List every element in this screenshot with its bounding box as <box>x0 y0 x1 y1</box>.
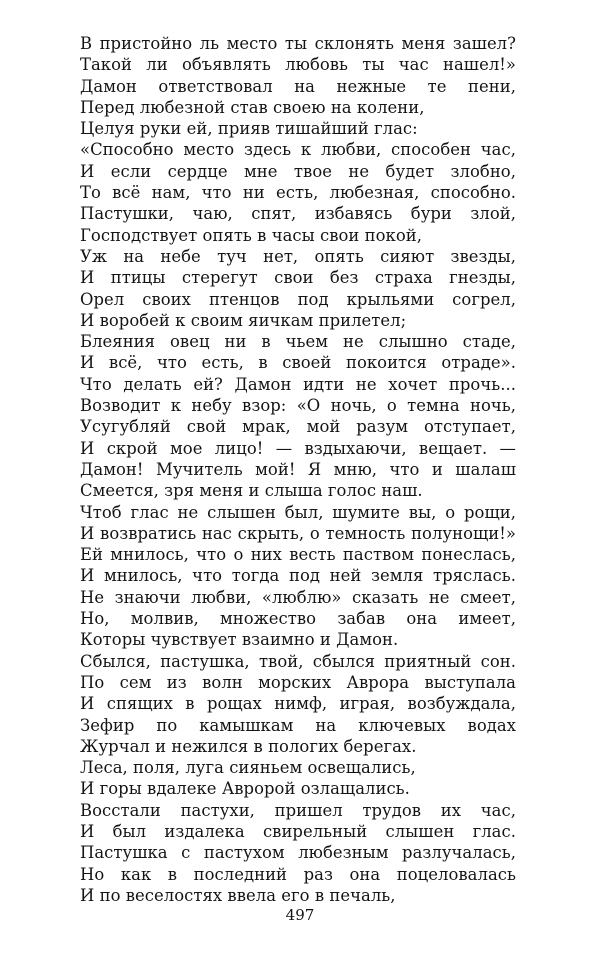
poem-line: Уж на небе туч нет, опять сияют звезды, <box>80 246 516 266</box>
poem-line: Леса, поля, луга сияньем освещались, <box>80 758 416 778</box>
poem-line: Восстали пастухи, пришел трудов их час, <box>80 800 516 820</box>
poem-line: «Способно место здесь к любви, способен час, <box>80 140 516 160</box>
poem-line: Перед любезной став своею на колени, <box>80 97 425 117</box>
poem-line: Зефир по камышкам на ключевых водах <box>80 715 516 735</box>
poem-line: Возводит к небу взор: «О ночь, о темна ночь, <box>80 396 516 416</box>
poem-line: Такой ли объявлять любовь ты час нашел!» <box>80 55 516 75</box>
poem-line: Не знаючи любви, «люблю» сказать не смеет, <box>80 587 516 607</box>
poem-line: Господствует опять в часы свои покой, <box>80 225 422 245</box>
poem-line: И скрой мое лицо! — вздыхаючи, вещает. — <box>80 438 516 458</box>
poem-line: И птицы стерегут свои без страха гнезды, <box>80 268 516 288</box>
poem-line: Усугубляй свой мрак, мой разум отступает, <box>80 417 516 437</box>
poem-line: И воробей к своим яичкам прилетел; <box>80 310 407 330</box>
poem-line: Пастушки, чаю, спят, избавясь бури злой, <box>80 204 516 224</box>
poem-line: Пастушка с пастухом любезным разлучалась, <box>80 843 516 863</box>
poem-line: Дамон! Мучитель мой! Я мню, что и шалаш <box>80 459 516 479</box>
poem-line: Что делать ей? Дамон идти не хочет прочь... <box>80 374 516 394</box>
poem-line: И возвратись нас скрыть, о темность полунощи!» <box>80 523 516 543</box>
poem-line: Которы чувствует взаимно и Дамон. <box>80 630 399 650</box>
poem-line: И был издалека свирельный слышен глас. <box>80 821 516 841</box>
poem-line: Смеется, зря меня и слыша голос наш. <box>80 481 423 501</box>
poem-line: И по веселостях ввела его в печаль, <box>80 885 396 905</box>
poem-line: И всё, что есть, в своей покоится отраде». <box>80 353 516 373</box>
poem-line: И горы вдалеке Авророй озлащались. <box>80 779 410 799</box>
page-number: 497 <box>285 906 315 924</box>
poem-line: Целуя руки ей, прияв тишайший глас: <box>80 119 418 139</box>
poem-line: То всё нам, что ни есть, любезная, способно. <box>80 183 516 203</box>
poem-line: Но как в последний раз она поцеловалась <box>80 864 516 884</box>
poem-text <box>80 33 550 906</box>
poem-line: Блеяния овец ни в чьем не слышно стаде, <box>80 332 516 352</box>
poem-line: Ей мнилось, что о них весть паством понеслась, <box>80 545 516 565</box>
poem-line: И спящих в рощах нимф, играя, возбуждала, <box>80 694 516 714</box>
poem-line: По сем из волн морских Аврора выступала <box>80 672 516 692</box>
poem-line: В пристойно ль место ты склонять меня зашел? <box>80 34 516 53</box>
poem-line: И если сердце мне твое не будет злобно, <box>80 161 516 181</box>
poem-line: Орел своих птенцов под крыльями согрел, <box>80 289 516 309</box>
poem-line: Сбылся, пастушка, твой, сбылся приятный сон. <box>80 651 516 671</box>
poem-line: Дамон ответствовал на нежные те пени, <box>80 76 516 96</box>
poem-line: Журчал и нежился в пологих берегах. <box>80 736 417 756</box>
poem-line: Чтоб глас не слышен был, шумите вы, о рощи, <box>80 502 516 522</box>
poem-line: И мнилось, что тогда под ней земля тряслась. <box>80 566 516 586</box>
poem-line: Но, молвив, множество забав она имеет, <box>80 609 516 629</box>
